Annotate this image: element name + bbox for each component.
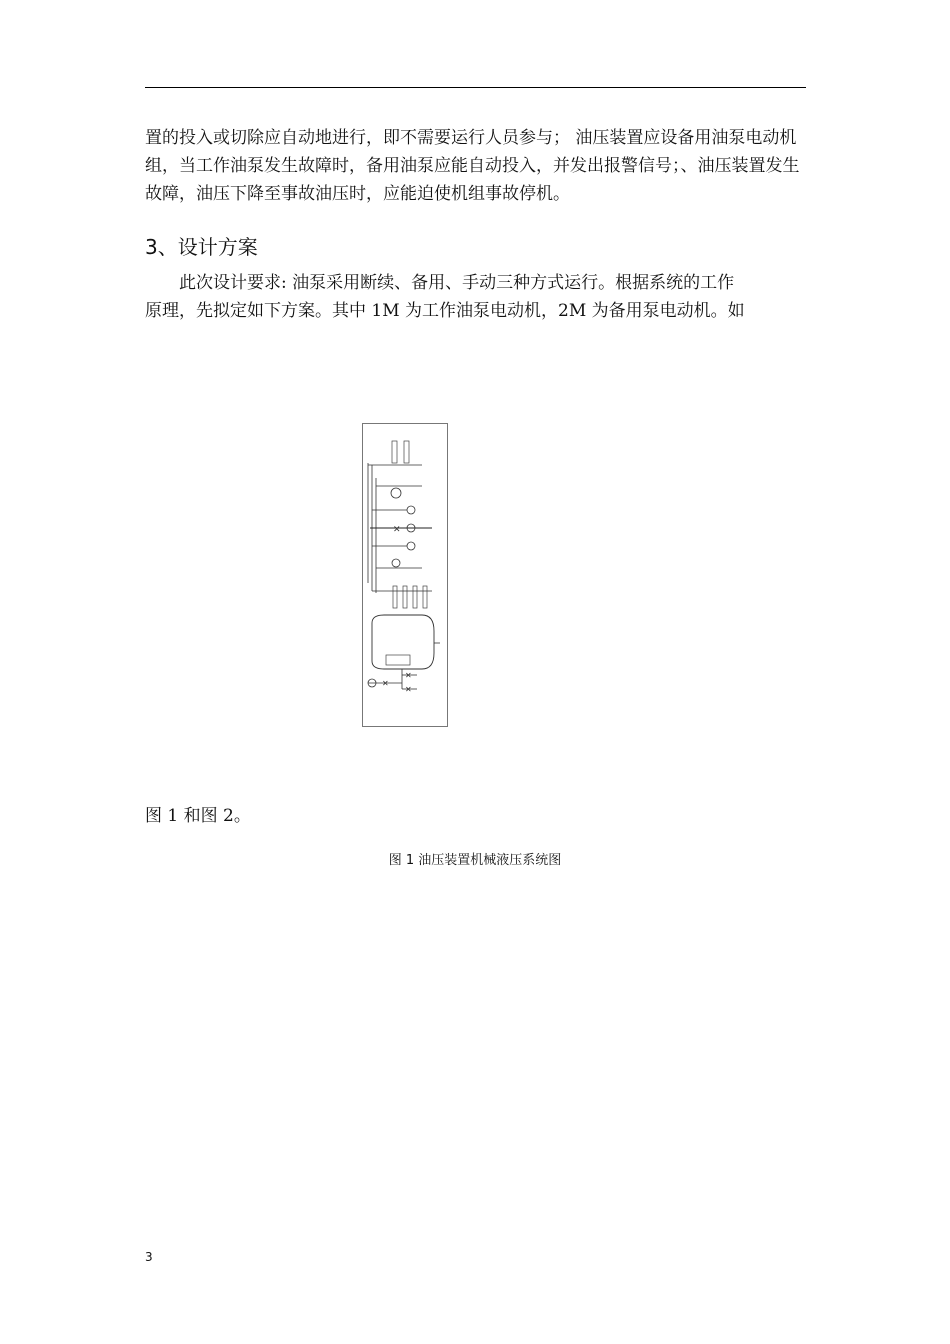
paragraph-design (145, 269, 806, 325)
page-number: 3 (145, 1250, 153, 1264)
svg-text:✕: ✕ (393, 525, 401, 535)
header-rule (145, 87, 806, 88)
paragraph-design-line-2: 原理，先拟定如下方案。其中 1M 为工作油泵电动机，2M 为备用泵电动机。如 (145, 301, 745, 321)
svg-text:✕: ✕ (382, 679, 389, 688)
hydraulic-system-figure (362, 423, 448, 727)
svg-text:✕: ✕ (405, 685, 412, 694)
figure-caption: 图 1 油压装置机械液压系统图 (388, 853, 562, 868)
svg-text:✕: ✕ (405, 671, 412, 680)
paragraph-design-line-1: 此次设计要求: 油泵采用断续、备用、手动三种方式运行。根据系统的工作 (179, 273, 735, 293)
hydraulic-diagram-image (362, 423, 448, 727)
paragraph-requirements: 置的投入或切除应自动地进行，即不需要运行人员参与； 油压装置应设备用油泵电动机组，当工作油泵发生故障时，备用油泵应能自动投入，并发出报警信号；、油压装置发生故障，油压下降至事故油压时，应能迫使机组事故停机。 (145, 128, 800, 204)
paragraph-figure-reference: 图 1 和图 2。 (145, 806, 251, 826)
section-heading: 3、设计方案 (145, 235, 258, 259)
